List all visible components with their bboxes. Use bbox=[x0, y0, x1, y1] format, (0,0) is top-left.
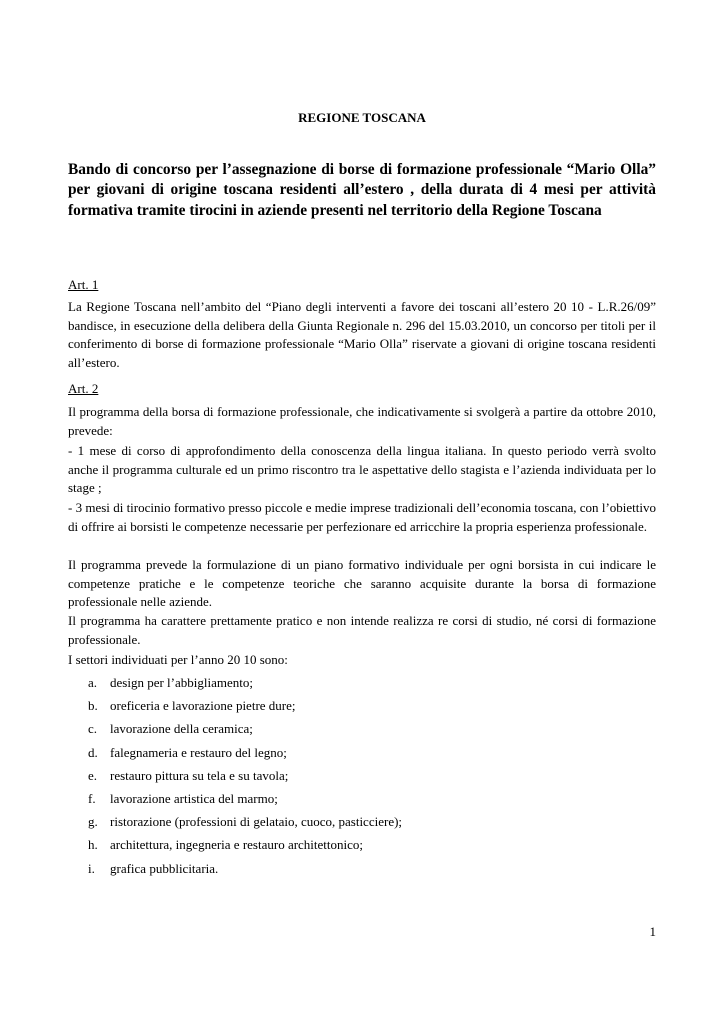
list-marker: a. bbox=[88, 675, 98, 690]
region-heading: REGIONE TOSCANA bbox=[298, 110, 426, 125]
list-marker: h. bbox=[88, 837, 98, 853]
list-marker: d. bbox=[88, 744, 98, 760]
document-page bbox=[68, 0, 656, 1024]
list-item-label: restauro pittura su tela e su tavola; bbox=[110, 767, 289, 783]
list-marker: g. bbox=[88, 814, 98, 830]
article-2-paragraph-intro: Il programma della borsa di formazione professionale, che indicativamente si svolgerà a partire da ottobre 2010, prevede: bbox=[68, 404, 656, 438]
list-marker: f. bbox=[88, 790, 96, 806]
list-item-label: falegnameria e restauro del legno; bbox=[110, 744, 287, 760]
sectors-list bbox=[68, 674, 656, 883]
list-item bbox=[68, 744, 656, 767]
article-2-paragraph-language-course: - 1 mese di corso di approfondimento della conoscenza della lingua italiana. In questo periodo verrà svolto anche il programma culturale ed un primo riscontro tra le aspettative dello stagista e l’azienda individuata per lo stage ; bbox=[68, 443, 656, 496]
list-marker: i. bbox=[88, 860, 95, 876]
list-marker: c. bbox=[88, 721, 98, 737]
list-item-label: grafica pubblicitaria. bbox=[110, 860, 219, 876]
article-2-paragraph-practical-nature: Il programma ha carattere prettamente pratico e non intende realizza re corsi di studio, né corsi di formazione professionale. bbox=[68, 613, 656, 647]
list-item bbox=[68, 767, 656, 790]
article-1-paragraph: La Regione Toscana nell’ambito del “Piano degli interventi a favore dei toscani all’estero 20 10 - L.R.26/09” bandisce, in esecuzione della delibera della Giunta Regionale n. 296 del 15.03.2010, un concorso per titoli per il conferimento di borse di formazione professionale “Mario Olla” riservate a giovani di origine toscana residenti all’estero. bbox=[68, 299, 656, 370]
list-item-label: architettura, ingegneria e restauro architettonico; bbox=[110, 837, 364, 853]
article-1-heading: Art. 1 bbox=[68, 277, 99, 292]
list-item-label: oreficeria e lavorazione pietre dure; bbox=[110, 698, 296, 714]
list-item bbox=[68, 674, 656, 697]
list-item bbox=[68, 860, 656, 883]
list-marker: e. bbox=[88, 767, 98, 783]
list-item-label: design per l’abbigliamento; bbox=[110, 675, 253, 690]
list-item-label: lavorazione della ceramica; bbox=[110, 721, 253, 737]
article-2-paragraph-training-plan: Il programma prevede la formulazione di un piano formativo individuale per ogni borsista in cui indicare le competenze pratiche e le competenze teoriche che saranno acquisite durante la borsa di formazione professionale nelle aziende. bbox=[68, 557, 656, 610]
article-2-heading: Art. 2 bbox=[68, 381, 99, 396]
list-item bbox=[68, 720, 656, 743]
list-marker: b. bbox=[88, 698, 98, 714]
list-item bbox=[68, 836, 656, 859]
document-title: Bando di concorso per l’assegnazione di borse di formazione professionale “Mario Olla” per giovani di origine toscana residenti all’estero , della durata di 4 mesi per attività formativa tramite tirocini in aziende presenti nel territorio della Regione Toscana bbox=[68, 161, 656, 219]
article-2-paragraph-internship: - 3 mesi di tirocinio formativo presso piccole e medie imprese tradizionali dell’economia toscana, con l’obiettivo di offrire ai borsisti le competenze necessarie per perfezionare ed arricchire la propria esperienza professionale. bbox=[68, 500, 656, 534]
list-item bbox=[68, 697, 656, 720]
list-item-label: lavorazione artistica del marmo; bbox=[110, 790, 278, 806]
article-2-paragraph-sectors-intro: I settori individuati per l’anno 20 10 sono: bbox=[68, 652, 288, 667]
list-item bbox=[68, 813, 656, 836]
list-item-label: ristorazione (professioni di gelataio, cuoco, pasticciere); bbox=[110, 814, 403, 830]
list-item bbox=[68, 790, 656, 813]
page-number: 1 bbox=[649, 924, 656, 939]
